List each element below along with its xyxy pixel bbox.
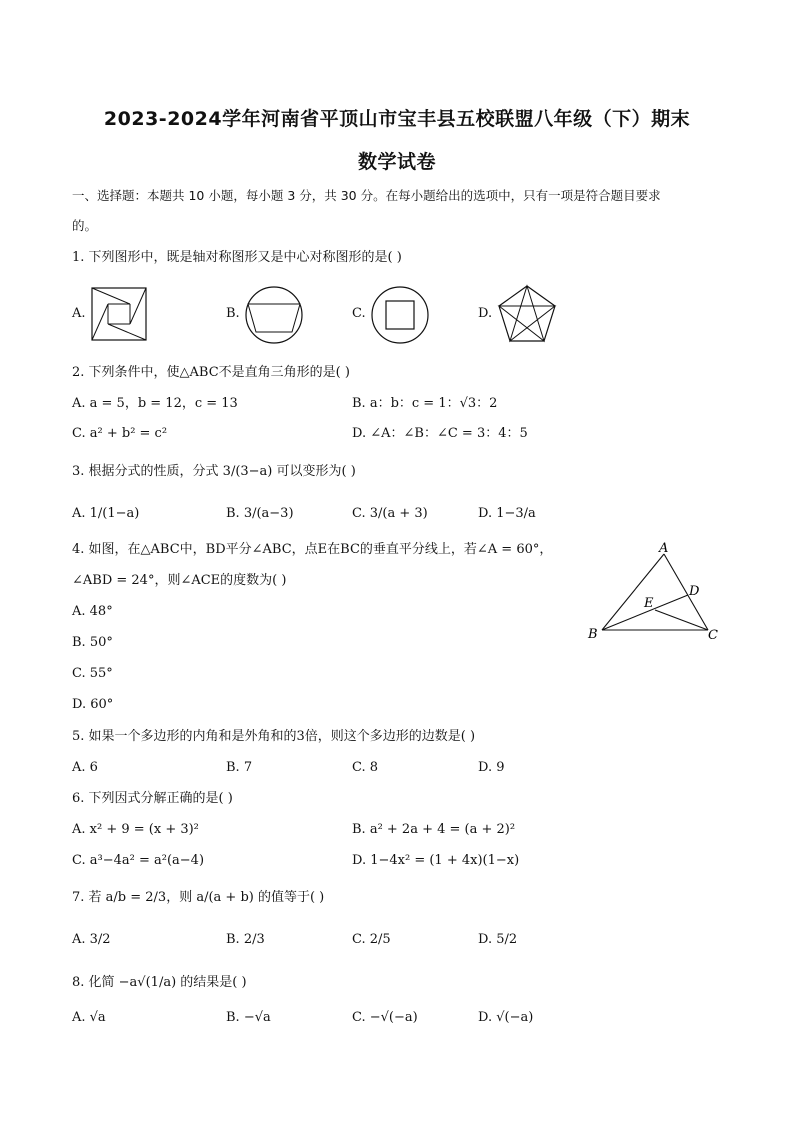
question-8-stem: 8. 化简 −a√(1/a) 的结果是( ) <box>72 975 247 990</box>
q5-option-d: D. 9 <box>478 760 505 775</box>
q7-option-a: A. 3/2 <box>72 932 111 947</box>
q4-triangle-figure <box>584 540 724 644</box>
q6-option-d: D. 1−4x² = (1 + 4x)(1−x) <box>352 853 520 868</box>
q7-option-b: B. 2/3 <box>226 932 265 947</box>
q1-pentagon-star-figure <box>496 284 558 344</box>
q6-option-c: C. a³−4a² = a²(a−4) <box>72 853 205 868</box>
q8-option-d: D. √(−a) <box>478 1010 534 1025</box>
exam-title-line2: 数学试卷 <box>357 151 436 173</box>
q3-option-c: C. 3/(a + 3) <box>352 506 428 521</box>
side-ab <box>602 554 664 630</box>
q8-option-b: B. −√a <box>226 1010 271 1025</box>
q1-option-c-label: C. <box>352 306 366 321</box>
q1-pinwheel-square-figure <box>90 286 148 342</box>
q3-option-b: B. 3/(a−3) <box>226 506 294 521</box>
q2-option-b: B. a：b：c = 1：√3：2 <box>352 396 498 411</box>
q2-option-d: D. ∠A：∠B：∠C = 3：4：5 <box>352 426 528 441</box>
q1-option-b-label: B. <box>226 306 240 321</box>
question-5-stem: 5. 如果一个多边形的内角和是外角和的3倍，则这个多边形的边数是( ) <box>72 729 476 744</box>
section-instructions-line1: 一、选择题：本题共 10 小题，每小题 3 分，共 30 分。在每小题给出的选项中，只有一项是符合题目要求 <box>72 188 661 203</box>
question-7-stem: 7. 若 a/b = 2/3，则 a/(a + b) 的值等于( ) <box>72 890 325 905</box>
q5-option-a: A. 6 <box>72 760 98 775</box>
q2-option-c: C. a² + b² = c² <box>72 426 168 441</box>
q4-option-b: B. 50° <box>72 635 113 650</box>
label-c: C <box>708 628 718 643</box>
q1-option-a-label: A. <box>72 306 86 321</box>
q1-option-d-label: D. <box>478 306 493 321</box>
q8-option-c: C. −√(−a) <box>352 1010 418 1025</box>
label-e: E <box>644 596 654 611</box>
question-2-stem: 2. 下列条件中，使△ABC不是直角三角形的是( ) <box>72 365 350 380</box>
label-b: B <box>588 627 598 642</box>
question-4-stem-line1: 4. 如图，在△ABC中，BD平分∠ABC，点E在BC的垂直平分线上，若∠A = 60°， <box>72 542 553 557</box>
q4-option-a: A. 48° <box>72 604 113 619</box>
label-d: D <box>689 584 700 599</box>
q8-option-a: A. √a <box>72 1010 106 1025</box>
q6-option-b: B. a² + 2a + 4 = (a + 2)² <box>352 822 516 837</box>
question-1-stem: 1. 下列图形中，既是轴对称图形又是中心对称图形的是( ) <box>72 250 402 265</box>
q7-option-c: C. 2/5 <box>352 932 391 947</box>
question-6-stem: 6. 下列因式分解正确的是( ) <box>72 791 233 806</box>
q1-circle-trapezoid-figure <box>244 285 304 345</box>
q6-option-a: A. x² + 9 = (x + 3)² <box>72 822 199 837</box>
question-4-stem-line2: ∠ABD = 24°，则∠ACE的度数为( ) <box>72 573 287 588</box>
q5-option-b: B. 7 <box>226 760 253 775</box>
label-a: A <box>659 541 669 556</box>
q3-option-a: A. 1/(1−a) <box>72 506 140 521</box>
q7-option-d: D. 5/2 <box>478 932 518 947</box>
q1-circle-square-figure <box>370 285 430 345</box>
q4-option-c: C. 55° <box>72 666 113 681</box>
q3-option-d: D. 1−3/a <box>478 506 536 521</box>
q5-option-c: C. 8 <box>352 760 379 775</box>
q4-option-d: D. 60° <box>72 697 114 712</box>
side-ac <box>664 554 708 630</box>
exam-title-line1: 2023-2024学年河南省平顶山市宝丰县五校联盟八年级（下）期末 <box>103 108 691 130</box>
q2-option-a: A. a = 5，b = 12，c = 13 <box>72 396 238 411</box>
section-instructions-line2: 的。 <box>72 218 98 233</box>
segment-ec <box>655 610 708 630</box>
question-3-stem: 3. 根据分式的性质，分式 3/(3−a) 可以变形为( ) <box>72 464 356 479</box>
